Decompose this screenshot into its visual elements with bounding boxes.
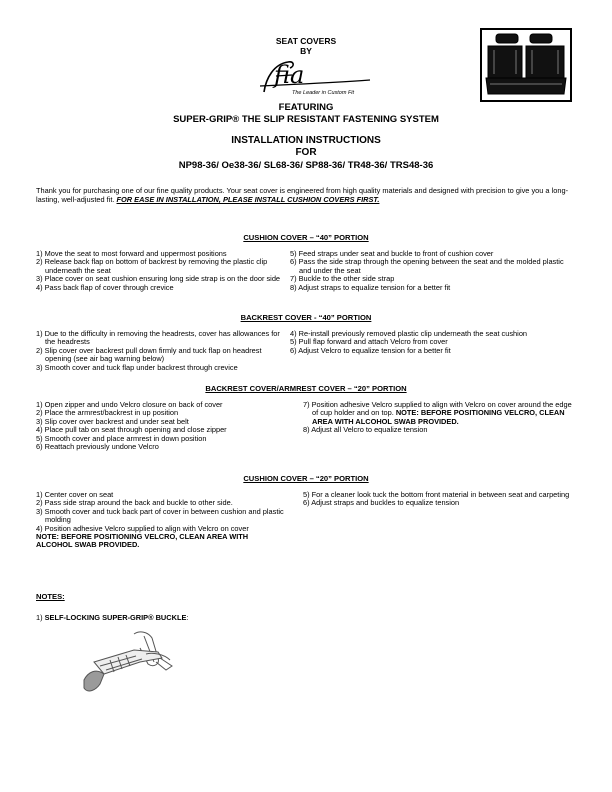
header-subtitle: SUPER-GRIP® THE SLIP RESISTANT FASTENING SYSTEM (173, 114, 439, 125)
step: 5) Feed straps under seat and buckle to front of cushion cover (290, 249, 494, 258)
section-cushion-20-right (303, 491, 573, 508)
header-instructions: INSTALLATION INSTRUCTIONS (231, 135, 381, 146)
brand-tagline: The Leader in Custom Fit (292, 90, 355, 96)
section-cushion-40-right (290, 250, 570, 292)
notes-item-number: 1) (36, 613, 45, 622)
step: 1) Open zipper and undo Velcro closure on back of cover (36, 400, 223, 409)
step: 1) Center cover on seat (36, 490, 114, 499)
step: 1) Move the seat to most forward and uppermost positions (36, 249, 227, 258)
step: 5) Pull flap forward and attach Velcro from cover (290, 337, 448, 347)
step: 2) Release back flap on bottom of backrest by removing the plastic clip underneath the seat (36, 257, 268, 275)
section-title-backrest-armrest-20: BACKREST COVER/ARMREST COVER – “20” PORTION (205, 384, 407, 393)
section-backrest-armrest-20-right (303, 401, 573, 435)
intro-paragraph (36, 186, 586, 204)
step: 7) Buckle to the other side strap (290, 274, 395, 284)
step: 3) Slip cover over backrest and under seat belt (36, 416, 189, 426)
header-models: NP98-36/ Oe38-36/ SL68-36/ SP88-36/ TR48-36/ TRS48-36 (178, 160, 434, 171)
header-featuring: FEATURING (278, 102, 334, 113)
step-7-note: NOTE: BEFORE POSITIONING VELCRO, CLEAN AREA WITH ALCOHOL SWAB PROVIDED. (312, 408, 565, 426)
step: 4) Place pull tab on seat through opening and close zipper (36, 425, 227, 435)
step: 6) Pass the side strap through the opening between the seat and the molded plastic and under the seat (290, 257, 564, 275)
section-cushion-40-left (36, 250, 286, 292)
step: 8) Adjust straps to equalize tension for a better fit (290, 282, 451, 292)
section-backrest-armrest-20-left (36, 401, 291, 451)
step-note (36, 533, 286, 550)
header-by: BY (300, 46, 312, 56)
step: 3) Smooth cover and tuck flap under backrest through crevice (36, 362, 238, 372)
intro-emphasis: FOR EASE IN INSTALLATION, PLEASE INSTALL CUSHION COVERS FIRST. (116, 195, 380, 204)
fia-logo (240, 56, 380, 98)
header-for: FOR (295, 147, 317, 158)
brand-wordmark: fia (274, 61, 305, 89)
step: 6) Reattach previously undone Velcro (36, 442, 159, 452)
step (303, 401, 573, 426)
step: 2) Place the armrest/backrest in up position (36, 408, 179, 418)
section-title-cushion-20: CUSHION COVER – “20” PORTION (243, 474, 369, 483)
step: 3) Smooth cover and tuck back part of cover in between cushion and plastic molding (36, 506, 284, 525)
step-7-text: 7) Position adhesive Velcro supplied to align with Velcro on cover around the edge of cup holder and on top. (303, 400, 572, 418)
section-backrest-40-right (290, 330, 570, 355)
intro-text: Thank you for purchasing one of our fine quality products. Your seat cover is engineered from high quality materials and designed with precision to give you a long-lasting, well-adjusted fit. (36, 186, 569, 204)
notes-heading: NOTES: (36, 592, 65, 601)
step: 4) Pass back flap of cover through crevice (36, 282, 174, 292)
step: 5) For a cleaner look tuck the bottom front material in between seat and carpeting (303, 490, 570, 499)
step: 1) Due to the difficulty in removing the headrests, cover has allowances for the headrests (36, 329, 280, 347)
alcohol-swab-note: NOTE: BEFORE POSITIONING VELCRO, CLEAN AREA WITH ALCOHOL SWAB PROVIDED. (36, 532, 249, 550)
notes-item-title: SELF-LOCKING SUPER-GRIP® BUCKLE (44, 613, 187, 622)
step: 4) Position adhesive Velcro supplied to align with Velcro on cover (36, 523, 249, 533)
step: 2) Pass side strap around the back and buckle to other side. (36, 498, 233, 508)
seat-illustration (480, 28, 572, 102)
step: 4) Re-install previously removed plastic clip underneath the seat cushion (290, 329, 528, 338)
step: 3) Place cover on seat cushion ensuring long side strap is on the door side (36, 274, 281, 284)
section-title-backrest-40: BACKREST COVER - “40” PORTION (240, 313, 372, 322)
step: 6) Adjust Velcro to equalize tension for a better fit (290, 345, 451, 355)
step: 5) Smooth cover and place armrest in down position (36, 433, 207, 443)
step: 8) Adjust all Velcro to equalize tension (303, 425, 428, 435)
header-seat-covers: SEAT COVERS (275, 36, 337, 46)
section-cushion-20-left (36, 491, 286, 550)
section-backrest-40-left (36, 330, 286, 372)
buckle-illustration (74, 628, 184, 700)
step: 6) Adjust straps and buckles to equalize tension (303, 498, 460, 508)
notes-item-1 (36, 613, 188, 622)
step: 2) Slip cover over backrest pull down firmly and tuck flap on headrest opening (see air bag warning below) (36, 345, 262, 364)
section-title-cushion-40: CUSHION COVER – “40” PORTION (243, 233, 369, 242)
notes-item-colon: : (186, 613, 189, 622)
